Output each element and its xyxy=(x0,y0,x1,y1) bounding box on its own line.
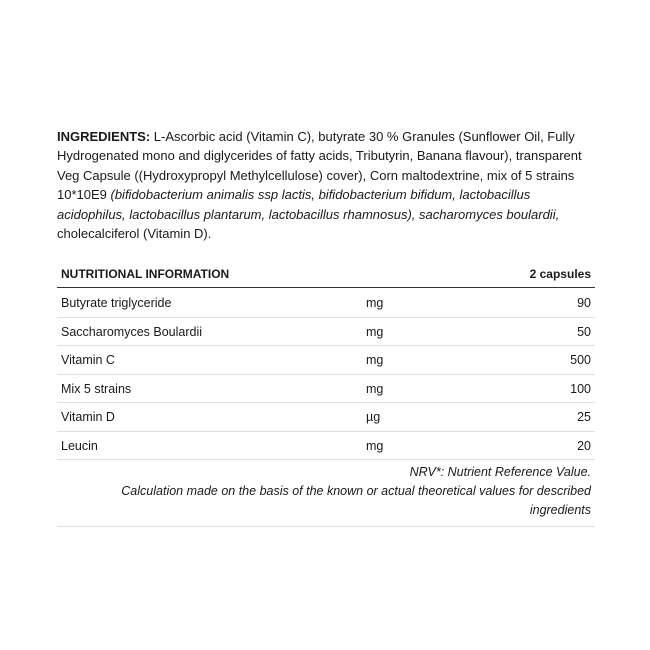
nutrient-value: 90 xyxy=(577,296,591,311)
nutrient-name: Leucin xyxy=(61,438,98,453)
nutrient-name: Butyrate triglyceride xyxy=(61,296,172,311)
nutrient-value: 20 xyxy=(577,438,591,453)
nutrient-unit: mg xyxy=(366,438,384,453)
calculation-note: Calculation made on the basis of the known or actual theoretical values for described ingredients xyxy=(121,484,591,518)
table-row xyxy=(57,346,595,375)
ingredients-paragraph xyxy=(57,127,595,243)
nutrient-value: 500 xyxy=(570,353,591,368)
table-row xyxy=(57,318,595,347)
nutrient-value: 100 xyxy=(570,381,591,396)
nutrient-name: Saccharomyces Boulardii xyxy=(61,324,203,339)
nutrition-table xyxy=(57,261,595,527)
ingredients-label: INGREDIENTS: xyxy=(57,129,151,144)
nutrition-table-body xyxy=(57,289,595,460)
nutrition-header-label: NUTRITIONAL INFORMATION xyxy=(61,267,230,282)
table-row xyxy=(57,375,595,404)
table-row xyxy=(57,403,595,432)
nutrient-unit: µg xyxy=(366,410,381,425)
ingredients-strains-text: (bifidobacterium animalis ssp lactis, bifidobacterium bifidum, lactobacillus acidophilus, lactobacillus plantarum, lactobacillus rhamnosus), sacharomyces boulardii, xyxy=(57,187,560,222)
ingredients-text: L-Ascorbic acid (Vitamin C), butyrate 30 % Granules (Sunflower Oil, Fully Hydrogenated mono and diglycerides of fatty acids, Tributyrin, Banana flavour), transparent Veg Capsule ((Hydroxypropyl Methylcellulose) cover), Corn maltodextrine, mix of 5 strains 10*10E9 xyxy=(57,129,582,203)
nrv-note: NRV*: Nutrient Reference Value. xyxy=(409,465,591,480)
table-row xyxy=(57,432,595,461)
nutrient-unit: mg xyxy=(366,296,384,311)
nutrient-name: Vitamin C xyxy=(61,353,115,368)
nutrient-name: Mix 5 strains xyxy=(61,381,132,396)
product-info xyxy=(57,127,595,527)
table-row xyxy=(57,289,595,318)
ingredients-text-end: cholecalciferol (Vitamin D). xyxy=(57,226,212,242)
nutrition-header-serving: 2 capsules xyxy=(529,267,591,282)
nutrient-unit: mg xyxy=(366,381,384,396)
nutrition-table-header xyxy=(57,261,595,288)
nutrient-value: 50 xyxy=(577,324,591,339)
nutrient-unit: mg xyxy=(366,324,384,339)
table-footnotes xyxy=(57,460,595,527)
nutrient-value: 25 xyxy=(577,410,591,425)
nutrient-unit: mg xyxy=(366,353,384,368)
nutrient-name: Vitamin D xyxy=(61,410,115,425)
